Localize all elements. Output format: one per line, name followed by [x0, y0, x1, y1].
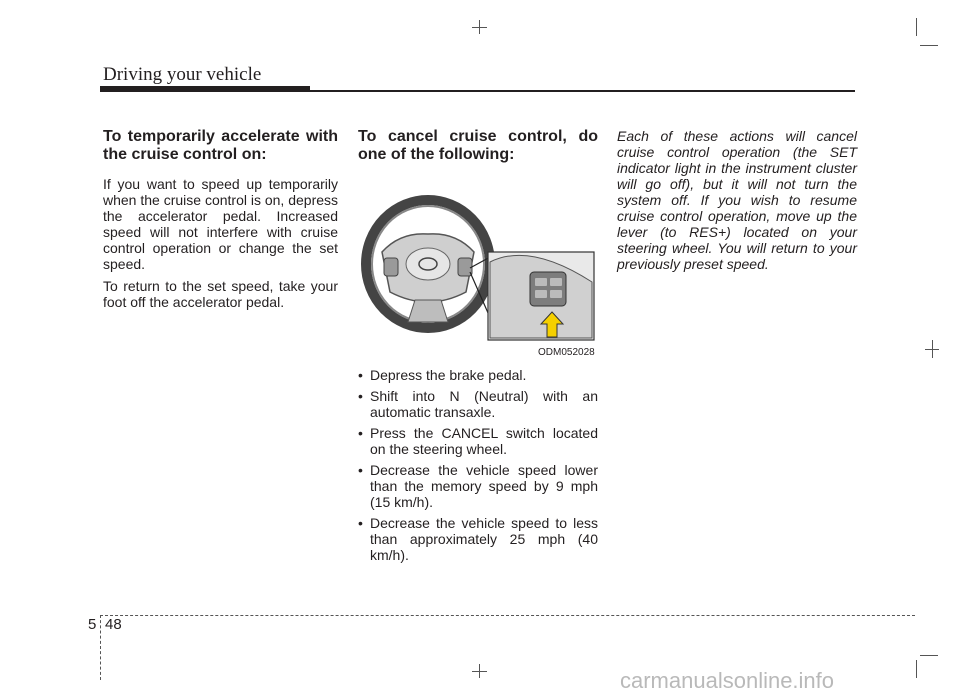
list-item: • Decrease the vehicle speed lower than the memory speed by 9 mph (15 km/h). — [358, 462, 598, 510]
list-item: • Depress the brake pedal. — [358, 367, 598, 383]
page-header-title: Driving your vehicle — [103, 64, 262, 85]
crop-mark-top-right-h — [920, 45, 938, 46]
footer-vertical-rule — [100, 615, 101, 680]
header-rule-accent — [100, 86, 310, 92]
list-item: • Press the CANCEL switch located on the steering wheel. — [358, 425, 598, 457]
heading-accelerate: To temporarily accelerate with the cruise control on: — [103, 128, 338, 163]
heading-cancel: To cancel cruise control, do one of the following: — [358, 128, 598, 163]
paragraph-accelerate-2: To return to the set speed, take your foot off the accelerator pedal. — [103, 278, 338, 310]
crop-mark-top-center-h — [472, 27, 487, 28]
crop-mark-bottom-right — [916, 660, 917, 678]
figure-caption-code: ODM052028 — [538, 347, 595, 358]
watermark-text: carmanualsonline.info — [620, 668, 835, 693]
paragraph-note: Each of these actions will cancel cruise control operation (the SET indicator light in the instrument cluster will go off), but it will not turn the system off. If you wish to resume cruise control operation, move up the lever (to RES+) located on your steering wheel. You will return to your previously preset speed. — [617, 128, 857, 272]
section-number: 5 — [88, 616, 97, 633]
paragraph-accelerate-1: If you want to speed up temporarily when the cruise control is on, depress the accelerator pedal. Increased speed will not interfere with cruise control operation or change the set speed. — [103, 176, 339, 272]
column-note — [617, 128, 857, 278]
crop-mark-right-center-h — [925, 349, 939, 350]
steering-wheel-illustration — [360, 172, 597, 357]
list-item: • Decrease the vehicle speed to less than approximately 25 mph (40 km/h). — [358, 515, 598, 563]
list-item: • Shift into N (Neutral) with an automatic transaxle. — [358, 388, 598, 420]
column-cancel — [358, 128, 598, 176]
page-number: 48 — [105, 616, 122, 633]
crop-mark-bottom-right-h — [920, 655, 938, 656]
steering-wheel-figure — [360, 172, 597, 357]
column-accelerate — [103, 128, 338, 316]
footer-rule — [100, 615, 915, 616]
crop-mark-bottom-center-h — [472, 671, 487, 672]
crop-mark-top-right — [916, 18, 917, 36]
cancel-methods-list — [358, 367, 598, 568]
